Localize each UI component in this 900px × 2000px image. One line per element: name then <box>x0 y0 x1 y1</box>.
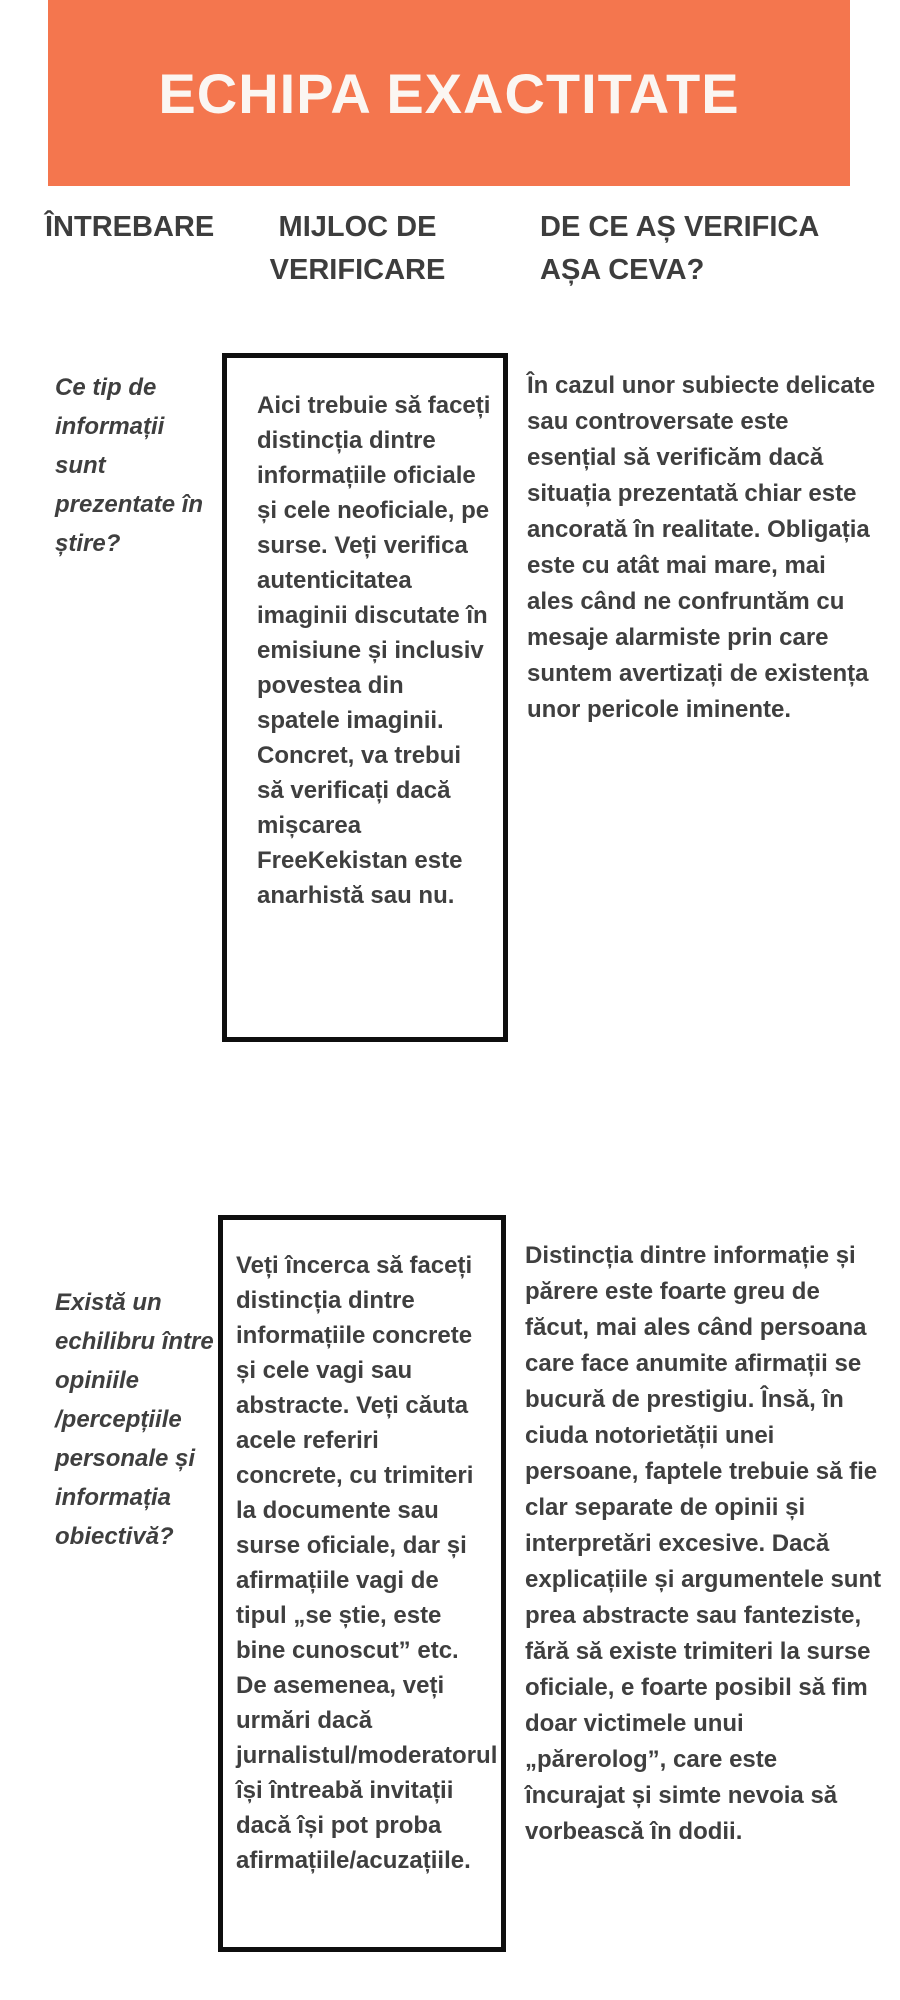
row2-question-text: Există un echilibru între opiniile /percepțiile personale și informația obiectivă? <box>55 1289 214 1550</box>
title-banner <box>48 0 850 186</box>
row2-question <box>55 1283 225 1556</box>
row1-why-text: În cazul unor subiecte delicate sau controversate este esențial să verificăm dacă situația prezentată chiar este ancorată în realitate. Obligația este cu atât mai mare, mai ales când ne confruntăm cu mesaje alarmiste prin care suntem avertizați de existența unor pericole iminente. <box>527 372 876 723</box>
column-header-why: DE CE AȘ VERIFICA AȘA CEVA? <box>540 211 819 286</box>
row1-method-text: Aici trebuie să faceți distincția dintre informațiile oficiale și cele neoficiale, pe surse. Veți verifica autenticitatea imaginii discutate în emisiune și inclusiv povestea din spatele imaginii. Concret, va trebui să verificați dacă mișcarea FreeKekistan este anarhistă sau nu. <box>257 392 491 909</box>
row1-question-text: Ce tip de informații sunt prezentate în știre? <box>55 374 204 557</box>
row1-question <box>55 368 220 563</box>
row1-why <box>527 368 877 728</box>
row1-method-box <box>222 353 508 1042</box>
row2-method-text: Veți încerca să faceți distincția dintre informațiile concrete și cele vagi sau abstracte. Veți căuta acele referiri concrete, cu trimiteri la documente sau surse oficiale, dar și afirmațiile vagi de tipul „se știe, este bine cunoscut” etc. De asemenea, veți urmări dacă jurnalistul/moderatorul își întreabă invitații dacă își pot proba afirmațiile/acuzațiile. <box>236 1252 498 1874</box>
row2-why <box>525 1238 883 1850</box>
page-title: ECHIPA EXACTITATE <box>158 61 740 125</box>
row2-why-text: Distincția dintre informație și părere este foarte greu de făcut, mai ales când persoana care face anumite afirmații se bucură de prestigiu. Însă, în ciuda notorietății unei persoane, faptele trebuie să fie clar separate de opinii și interpretări excesive. Dacă explicațiile și argumentele sunt prea abstracte sau fanteziste, fără să existe trimiteri la surse oficiale, e foarte posibil să fim doar victimele unui „părerolog”, care este încurajat și simte nevoia să vorbească în dodii. <box>525 1242 882 1845</box>
column-header-method: MIJLOC DE VERIFICARE <box>269 211 446 286</box>
row2-method-box <box>218 1215 506 1952</box>
column-header-question: ÎNTREBARE <box>45 211 215 243</box>
